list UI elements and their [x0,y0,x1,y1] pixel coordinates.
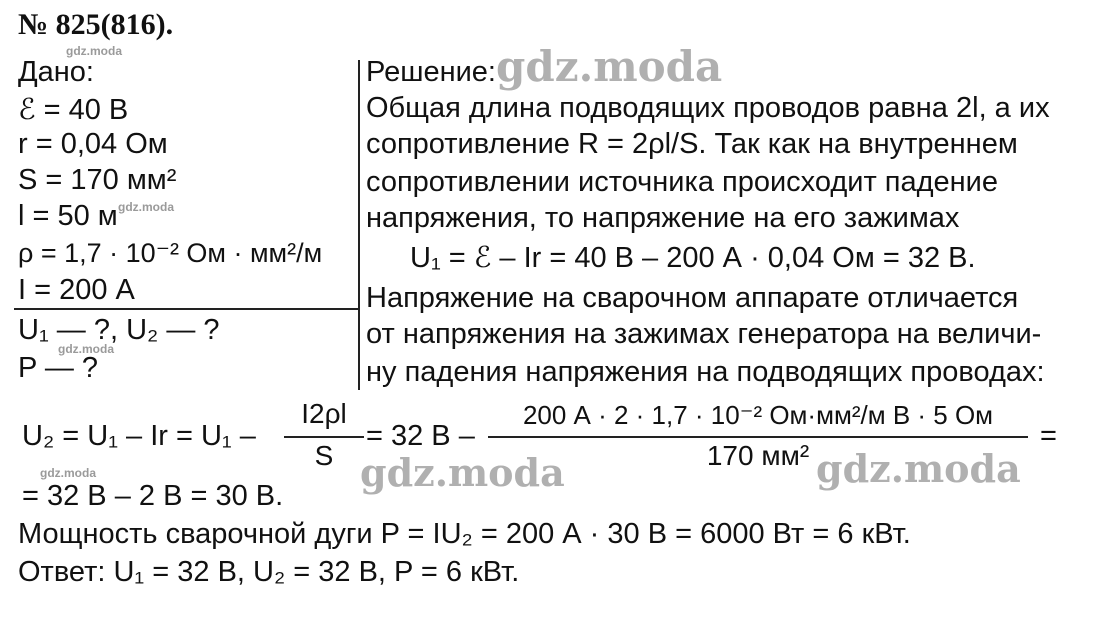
solution-text-line: сопротивление R = 2ρl/S. Так как на внутреннем [366,128,1018,160]
fraction-1-bar [284,436,364,438]
power-line: Мощность сварочной дуги P = IU₂ = 200 А · 30 В = 6000 Вт = 6 кВт. [18,518,911,550]
solution-text-line: ну падения напряжения на подводящих проводах: [366,356,1045,388]
equation-u2-lhs: U₂ = U₁ – Ir = U₁ – [22,420,256,452]
given-line: ρ = 1,7 · 10⁻² Ом · мм²/м [18,238,323,268]
watermark-small: gdz.moda [40,466,96,480]
fraction-1-numerator: I2ρl [301,398,347,429]
solution-text-line: Общая длина подводящих проводов равна 2l, а их [366,92,1050,124]
solution-text-line: сопротивлении источника происходит падение [366,166,999,198]
equation-u2-continued: = 32 В – 2 В = 30 В. [22,480,284,512]
fraction-2-denominator: 170 мм² [706,440,810,471]
solution-label: Решение: [366,56,496,88]
given-line: r = 0,04 Ом [18,128,168,160]
equation-u2-mid: = 32 В – [366,420,475,452]
given-line: I = 200 А [18,274,135,306]
fraction-1-denominator: S [314,440,334,471]
watermark-small: gdz.moda [58,342,114,356]
solution-text-line: от напряжения на зажимах генератора на величи- [366,318,1042,350]
given-line: S = 170 мм² [18,164,177,196]
find-line: P — ? [18,352,99,384]
equation-u2-tail: = [1040,420,1057,452]
given-label: Дано: [18,56,94,88]
given-line: ℰ = 40 В [18,94,129,126]
column-divider [358,60,360,390]
given-line: l = 50 м [18,200,118,232]
solution-text-line: напряжения, то напряжение на его зажимах [366,202,960,234]
watermark-large: gdz.moda [816,446,1021,491]
given-divider [14,308,358,310]
problem-number: № 825(816). [18,8,174,41]
watermark-small: gdz.moda [118,200,174,214]
solution-text-line: Напряжение на сварочном аппарате отличается [366,282,1019,314]
answer-line: Ответ: U₁ = 32 В, U₂ = 32 В, P = 6 кВт. [18,556,520,588]
equation-u1: U₁ = ℰ – Ir = 40 В – 200 А · 0,04 Ом = 32 В. [410,242,976,274]
watermark-large: gdz.moda [496,42,723,91]
watermark-large: gdz.moda [360,450,565,495]
watermark-small: gdz.moda [66,44,122,58]
fraction-2-numerator: 200 А · 2 · 1,7 · 10⁻² Ом·мм²/м В · 5 Ом [522,400,994,430]
find-line: U₁ — ?, U₂ — ? [18,314,220,346]
fraction-2-bar [488,436,1028,438]
